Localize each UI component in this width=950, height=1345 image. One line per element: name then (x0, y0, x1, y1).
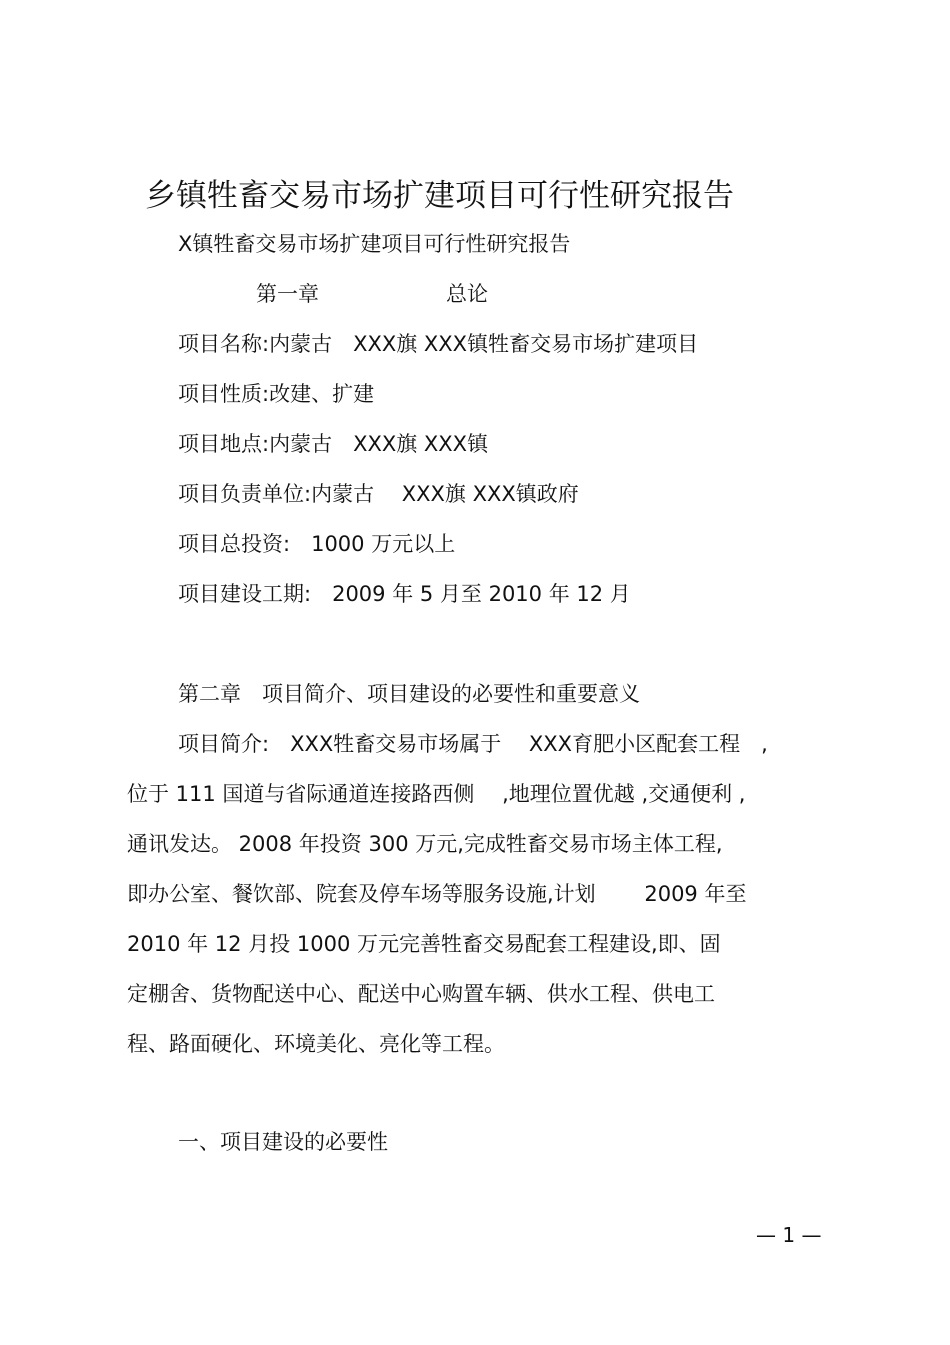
project-owner-label: 项目负责单位: (178, 482, 312, 506)
chapter1-number: 第一章 (256, 282, 319, 306)
project-location-value: 内蒙古 XXX旗 XXX镇 (269, 432, 489, 456)
project-nature-label: 项目性质: (178, 382, 270, 406)
project-nature-value: 改建、扩建 (269, 382, 375, 406)
project-investment-row (178, 530, 455, 558)
chapter1-name: 总论 (446, 282, 488, 306)
document-title: 乡镇牲畜交易市场扩建项目可行性研究报告 (145, 178, 734, 214)
chapter2-heading: 第二章 项目简介、项目建设的必要性和重要意义 (178, 682, 640, 706)
intro-line-4: 即办公室、餐饮部、院套及停车场等服务设施,计划 2009 年至 (127, 882, 747, 906)
project-owner-row (178, 480, 579, 508)
project-name-label: 项目名称: (178, 332, 270, 356)
page-number: — 1 — (756, 1223, 822, 1247)
intro-line-5: 2010 年 12 月投 1000 万元完善牲畜交易配套工程建设,即、固 (127, 932, 721, 956)
project-owner-value: 内蒙古 XXX旗 XXX镇政府 (311, 482, 579, 506)
intro-line-7: 程、路面硬化、环境美化、亮化等工程。 (127, 1032, 505, 1056)
section1-heading: 一、项目建设的必要性 (178, 1130, 388, 1154)
project-schedule-label: 项目建设工期: (178, 582, 312, 606)
project-name-row (178, 330, 698, 358)
project-schedule-value: 2009 年 5 月至 2010 年 12 月 (311, 582, 631, 606)
project-investment-value: 1000 万元以上 (290, 532, 456, 556)
project-name-value: 内蒙古 XXX旗 XXX镇牲畜交易市场扩建项目 (269, 332, 699, 356)
intro-line-1: 项目简介: XXX牲畜交易市场属于 XXX育肥小区配套工程 , (178, 732, 768, 756)
project-location-label: 项目地点: (178, 432, 270, 456)
intro-line-6: 定棚舍、货物配送中心、配送中心购置车辆、供水工程、供电工 (127, 982, 715, 1006)
project-location-row (178, 430, 488, 458)
project-nature-row (178, 380, 374, 408)
project-investment-label: 项目总投资: (178, 532, 291, 556)
project-schedule-row (178, 580, 631, 608)
intro-line-2: 位于 111 国道与省际通道连接路西侧 ,地理位置优越 ,交通便利 , (127, 782, 746, 806)
document-subtitle: X镇牲畜交易市场扩建项目可行性研究报告 (178, 232, 571, 256)
intro-line-3: 通讯发达。 2008 年投资 300 万元,完成牲畜交易市场主体工程, (127, 832, 723, 856)
